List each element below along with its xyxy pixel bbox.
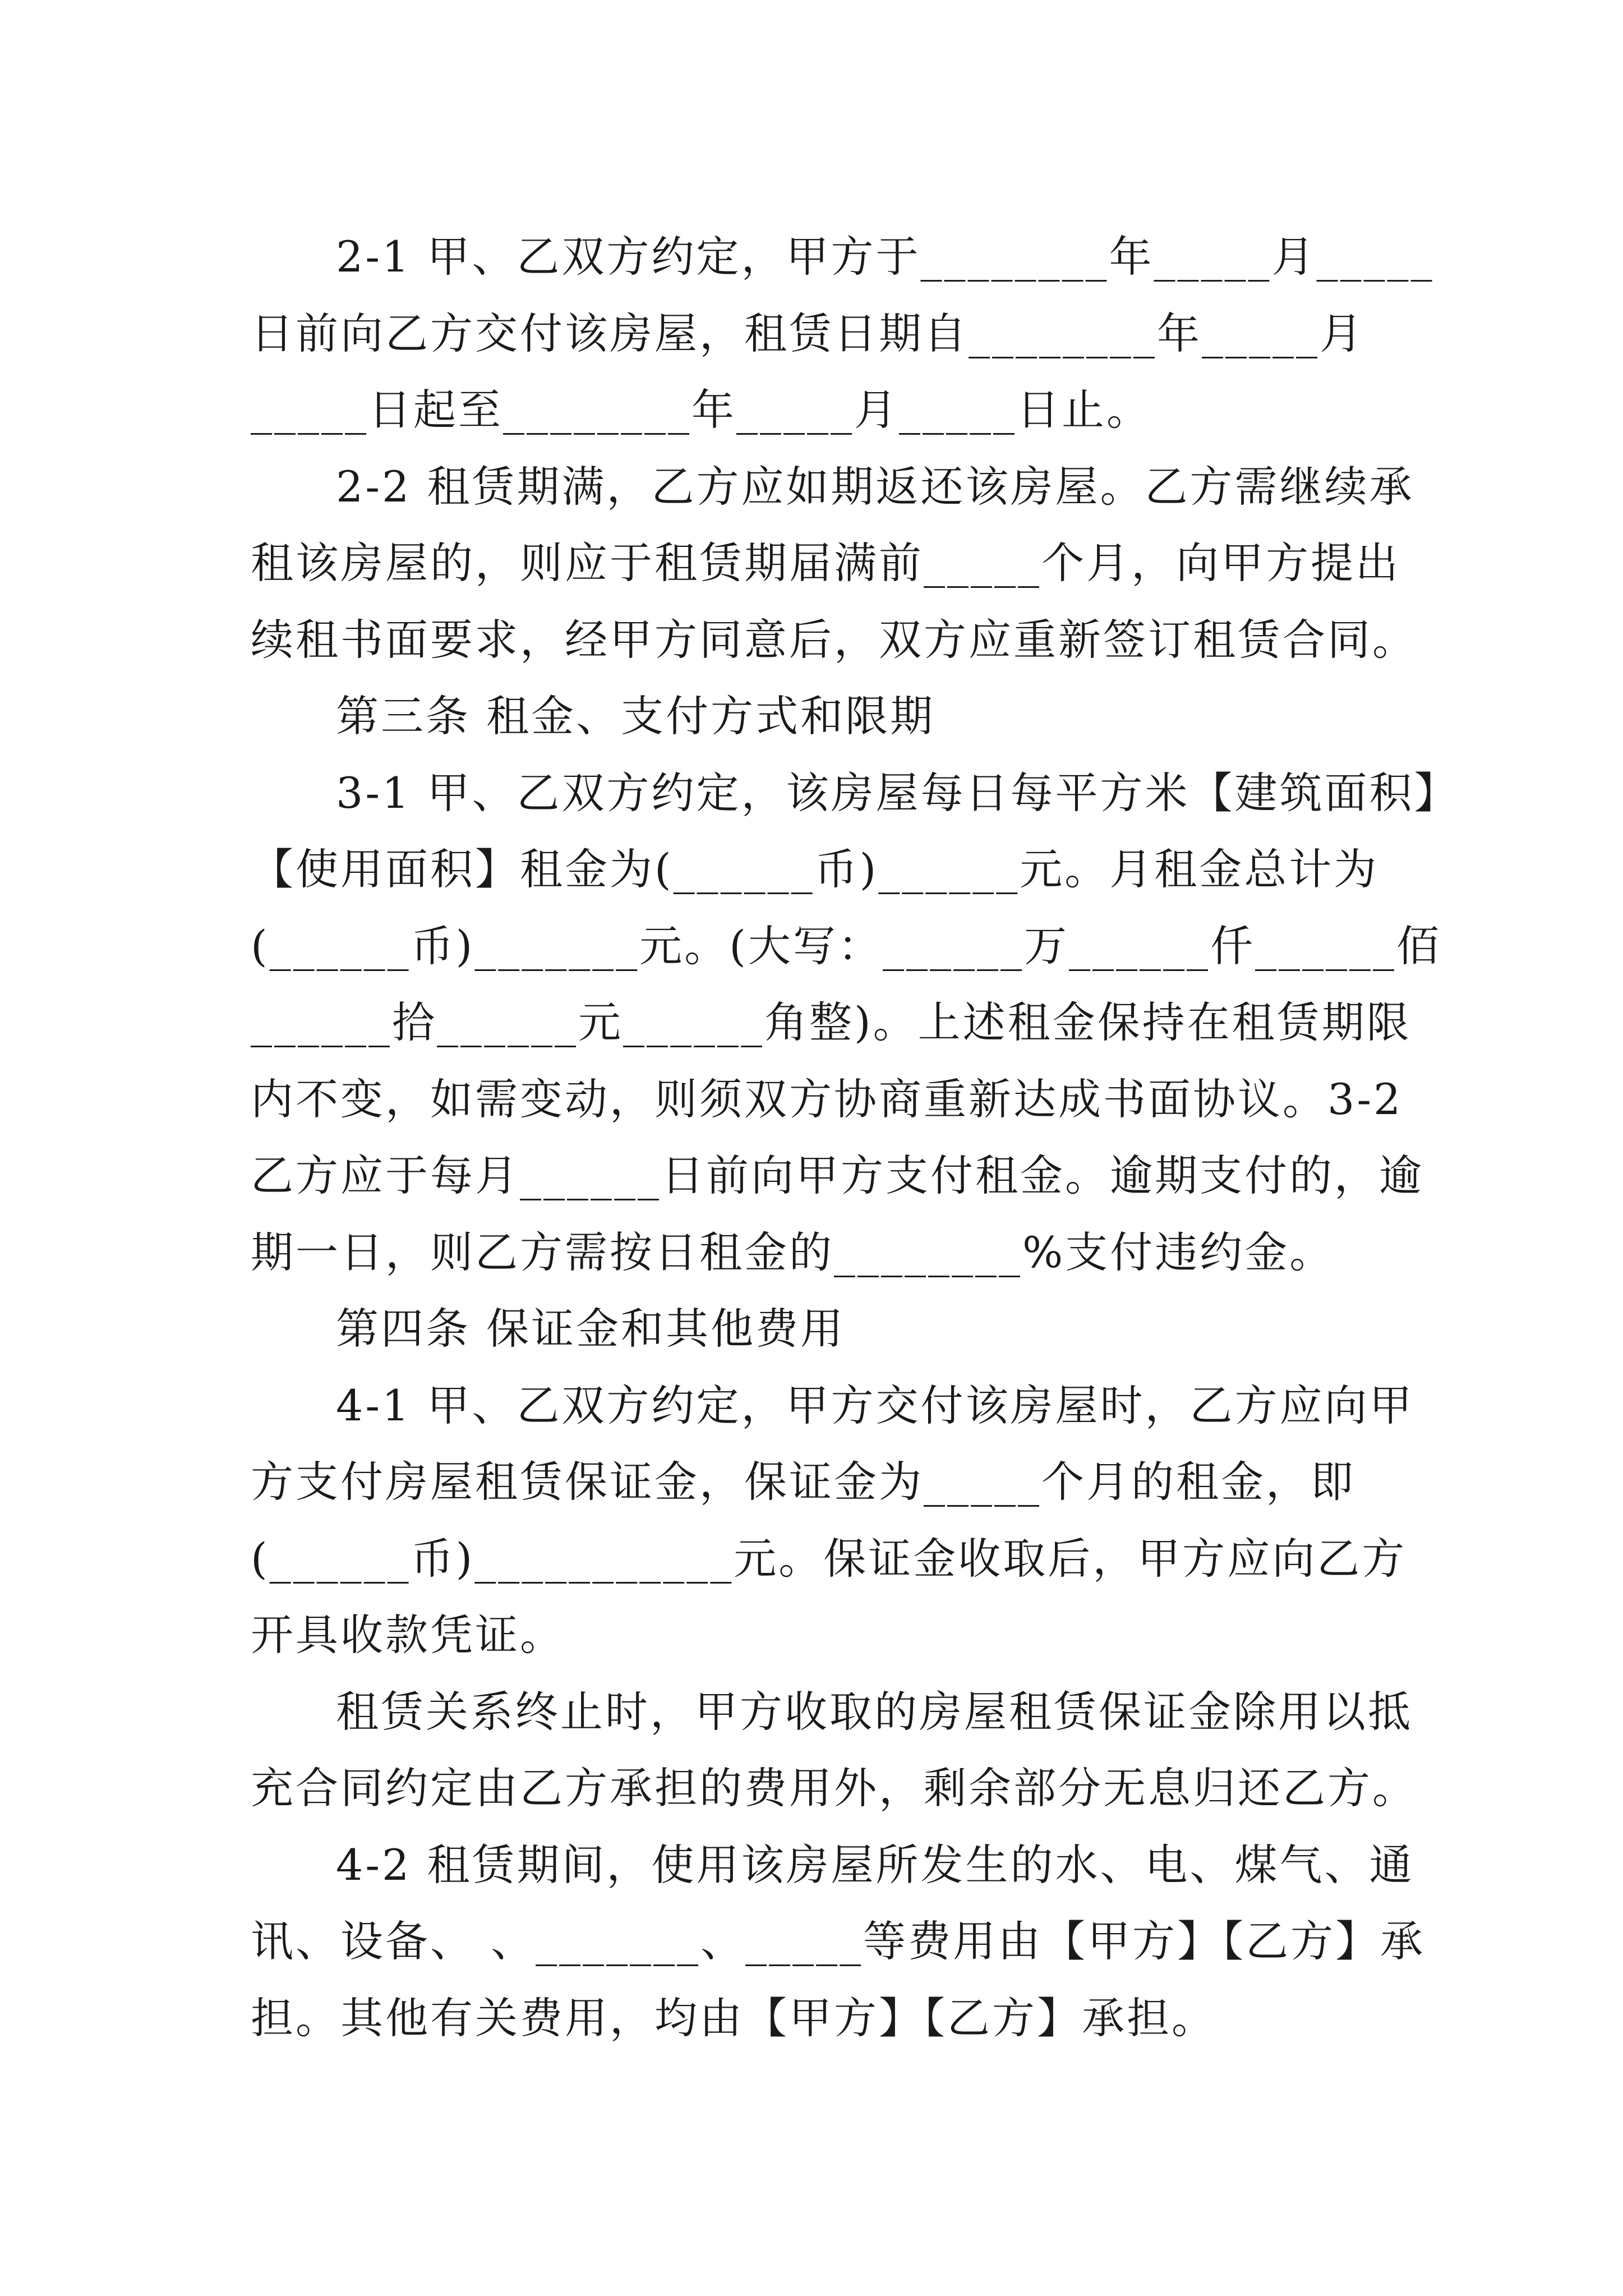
document-body [251, 219, 1459, 2056]
text-line: (______币)_______元。(大写：______万______仟______佰 [251, 921, 1441, 971]
text-line: 方支付房屋租赁保证金，保证金为_____个月的租金，即 [251, 1457, 1355, 1507]
text-line: 充合同约定由乙方承担的费用外，剩余部分无息归还乙方。 [251, 1763, 1417, 1813]
text-line: 2-2 租赁期满，乙方应如期返还该房屋。乙方需继续承 [336, 461, 1414, 512]
section-heading-article-4: 第四条 保证金和其他费用 [336, 1304, 846, 1354]
text-line: 日前向乙方交付该房屋，租赁日期自________年_____月 [251, 308, 1364, 358]
text-line: 续租书面要求，经甲方同意后，双方应重新签订租赁合同。 [251, 614, 1417, 665]
text-line: 内不变，如需变动，则须双方协商重新达成书面协议。3-2 [251, 1074, 1403, 1124]
text-line: 讯、设备、 、_______、_____等费用由【甲方】【乙方】承 [251, 1916, 1426, 1966]
text-line: _____日起至________年_____月_____日止。 [251, 385, 1151, 435]
text-line: 【使用面积】租金为(______币)______元。月租金总计为 [251, 844, 1379, 894]
text-line: 开具收款凭证。 [251, 1610, 565, 1660]
text-line: 4-1 甲、乙双方约定，甲方交付该房屋时，乙方应向甲 [336, 1380, 1414, 1430]
text-line: 3-1 甲、乙双方约定，该房屋每日每平方米【建筑面积】 [336, 767, 1459, 818]
text-line: 租赁关系终止时，甲方收取的房屋租赁保证金除用以抵 [336, 1686, 1413, 1737]
text-line: 乙方应于每月______日前向甲方支付租金。逾期支付的，逾 [251, 1151, 1424, 1200]
text-line: 租该房屋的，则应于租赁期届满前_____个月，向甲方提出 [251, 538, 1400, 588]
text-line: 担。其他有关费用，均由【甲方】【乙方】承担。 [251, 1993, 1216, 2043]
text-line: 2-1 甲、乙双方约定，甲方于________年_____月_____ [336, 232, 1435, 282]
text-line: 4-2 租赁期间，使用该房屋所发生的水、电、煤气、通 [336, 1839, 1414, 1890]
text-line: (______币)___________元。保证金收取后，甲方应向乙方 [251, 1533, 1407, 1584]
text-line: 期一日，则乙方需按日租金的________%支付违约金。 [251, 1227, 1335, 1277]
text-line: ______拾______元______角整)。上述租金保持在租赁期限 [251, 997, 1412, 1047]
section-heading-article-3: 第三条 租金、支付方式和限期 [336, 691, 935, 741]
